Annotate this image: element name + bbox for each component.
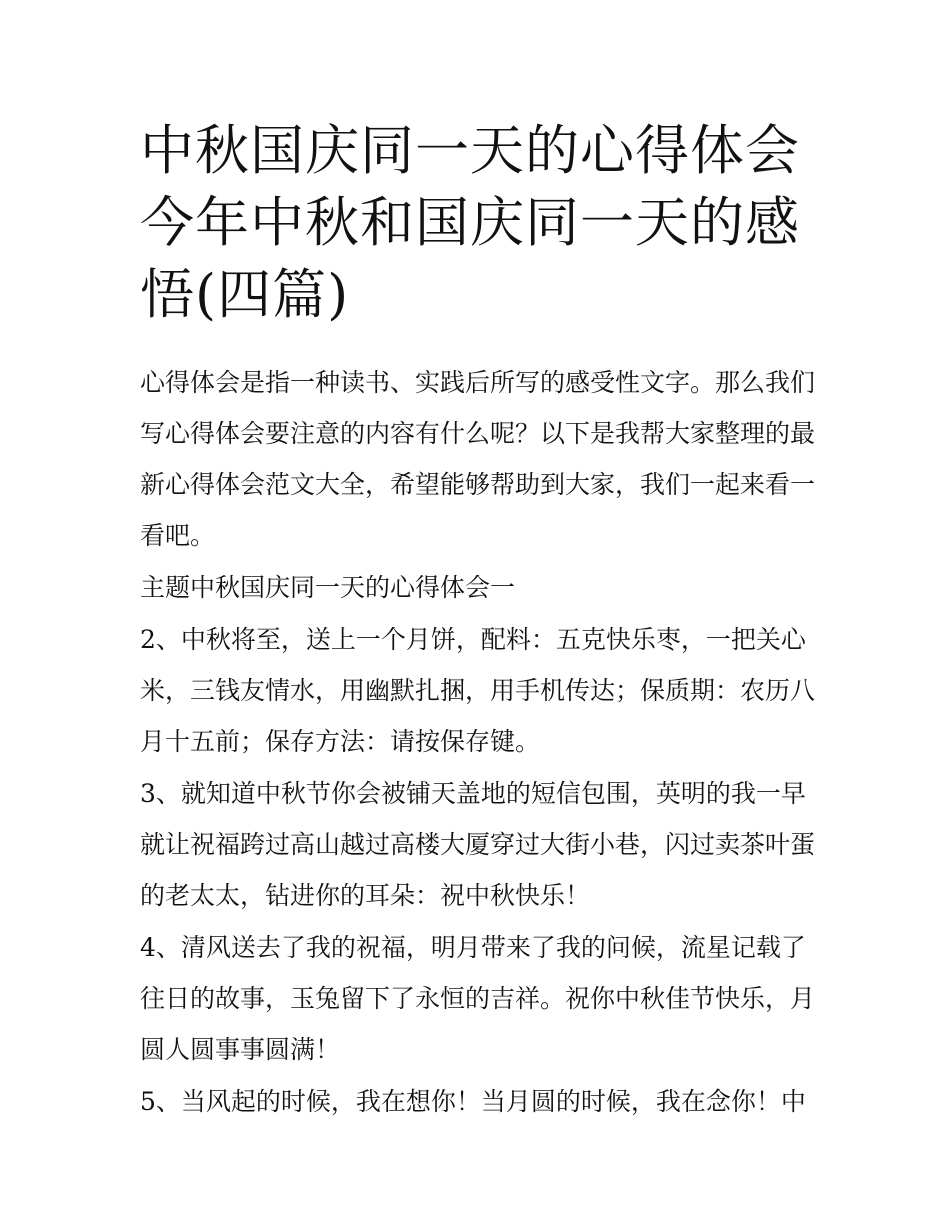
list-item: 3、就知道中秋节你会被铺天盖地的短信包围，英明的我一早就让祝福跨过高山越过高楼大厦穿过大街小巷，闪过卖茶叶蛋的老太太，钻进你的耳朵：祝中秋快乐！	[140, 779, 816, 910]
section-heading: 主题中秋国庆同一天的心得体会一	[140, 573, 516, 602]
list-item: 5、当风起的时候，我在想你！当月圆的时候，我在念你！中	[140, 1087, 806, 1116]
document-body	[140, 357, 825, 1128]
list-item: 4、清风送去了我的祝福，明月带来了我的问候，流星记载了往日的故事，玉兔留下了永恒的吉祥。祝你中秋佳节快乐，月圆人圆事事圆满！	[140, 933, 816, 1064]
document-title: 中秋国庆同一天的心得体会 今年中秋和国庆同一天的感悟(四篇)	[140, 119, 800, 326]
intro-paragraph: 心得体会是指一种读书、实践后所写的感受性文字。那么我们写心得体会要注意的内容有什么呢？以下是我帮大家整理的最新心得体会范文大全，希望能够帮助到大家，我们一起来看一看吧。	[140, 368, 816, 550]
list-item: 2、中秋将至，送上一个月饼，配料：五克快乐枣，一把关心米，三钱友情水，用幽默扎捆，用手机传达；保质期：农历八月十五前；保存方法：请按保存键。	[140, 625, 816, 756]
